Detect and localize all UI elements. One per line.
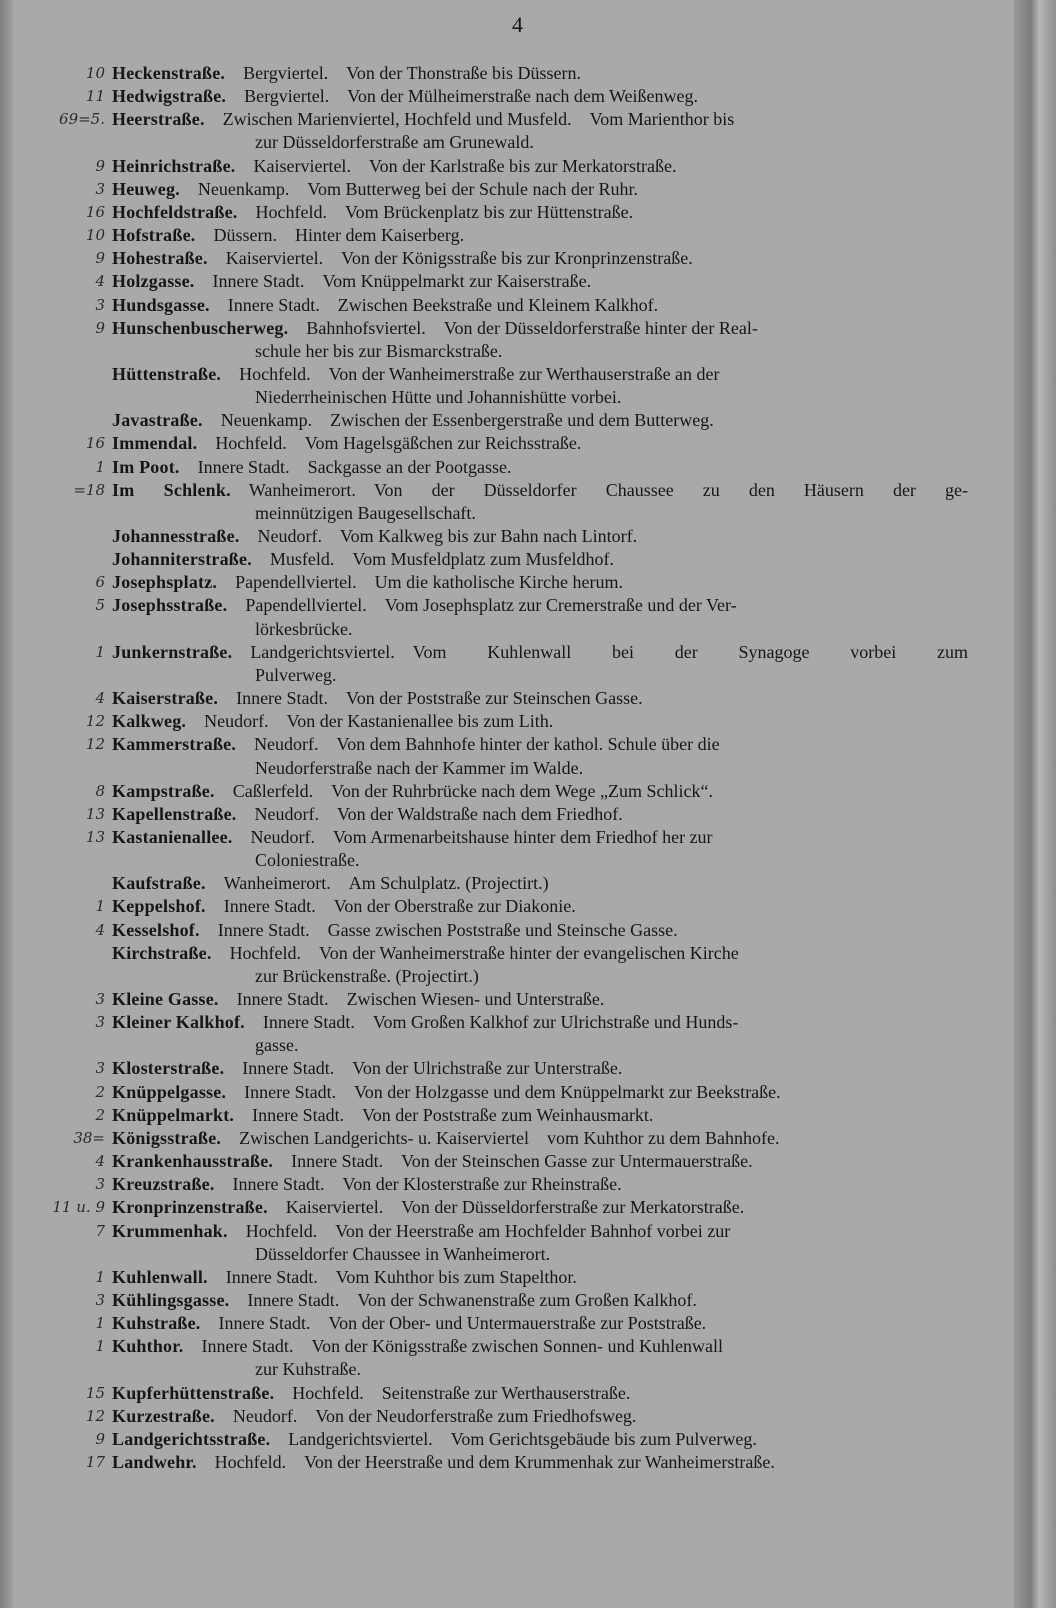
handwritten-note: 4 <box>95 1152 105 1171</box>
district: Innere Stadt. <box>262 1012 355 1033</box>
street-entry-continuation <box>255 386 968 408</box>
street-entry-continuation <box>255 618 968 640</box>
handwritten-note: 1 <box>95 897 105 916</box>
street-description: Von der Düsseldorferstraße zur Merkatorstraße. <box>401 1197 745 1218</box>
street-name: Kesselshof. <box>112 919 200 940</box>
street-entry <box>112 1289 968 1311</box>
street-description: meinnützigen Baugesellschaft. <box>255 502 476 523</box>
district: Innere Stadt. <box>225 1266 318 1287</box>
street-entry-continuation <box>255 664 968 686</box>
street-name: Kaiserstraße. <box>112 688 219 709</box>
street-description: Vom Kuhlenwall bei der Synagoge vorbei zum <box>412 641 968 662</box>
street-name: Josephsplatz. <box>112 572 218 593</box>
handwritten-note: 12 <box>85 712 105 731</box>
handwritten-note: 3 <box>95 990 105 1008</box>
street-description: Vom Josephsplatz zur Cremerstraße und der Ver- <box>384 595 737 616</box>
street-description: Von der Poststraße zur Steinschen Gasse. <box>346 688 643 709</box>
district: Hochfeld. <box>229 942 302 963</box>
district: Hochfeld. <box>239 363 311 384</box>
street-description: Von der Düsseldorferstraße hinter der Real- <box>443 317 758 338</box>
street-entry-continuation <box>255 1243 968 1265</box>
street-name: Knüppelmarkt. <box>112 1104 235 1125</box>
street-description: zur Kuhstraße. <box>255 1359 361 1380</box>
district: Landgerichtsviertel. <box>250 641 395 662</box>
street-name: Johannesstraße. <box>112 526 240 546</box>
street-entry <box>112 942 968 964</box>
street-description: Vom Armenarbeitshause hinter dem Friedhof her zur <box>332 826 713 847</box>
street-entry <box>112 317 968 339</box>
street-description: Vom Kalkweg bis zur Bahn nach Lintorf. <box>340 526 638 546</box>
street-description: Vom Brückenplatz bis zur Hüttenstraße. <box>344 201 634 222</box>
street-name: Kurzestraße. <box>112 1405 215 1426</box>
street-description: Vom Knüppelmarkt zur Kaiserstraße. <box>322 271 592 292</box>
street-entry <box>112 525 968 547</box>
handwritten-note: 3 <box>95 1059 105 1078</box>
street-entry <box>112 108 968 130</box>
street-entry <box>112 247 968 269</box>
street-entry <box>112 85 968 107</box>
district: Innere Stadt. <box>252 1104 345 1125</box>
street-entry <box>112 1428 968 1450</box>
district: Landgerichtsviertel. <box>288 1428 433 1449</box>
street-entry-continuation <box>255 965 968 987</box>
street-name: Kreuzstraße. <box>112 1174 215 1195</box>
street-entry <box>112 641 968 663</box>
street-description: Zwischen der Essenbergerstraße und dem Butterweg. <box>330 410 714 431</box>
street-name: Hedwigstraße. <box>112 86 227 107</box>
street-entry <box>112 1220 968 1242</box>
street-entry <box>112 594 968 616</box>
street-description: Düsseldorfer Chaussee in Wanheimerort. <box>255 1243 551 1264</box>
street-entry <box>112 780 968 802</box>
street-description: Von der Karlstraße bis zur Merkatorstraße. <box>368 155 677 176</box>
handwritten-note: 8 <box>95 781 105 800</box>
street-name: Kuhstraße. <box>112 1313 201 1334</box>
street-entry-continuation <box>255 131 968 153</box>
street-entry-continuation <box>255 1034 968 1056</box>
handwritten-note: 1 <box>95 1337 105 1356</box>
street-description: Von der Wanheimerstraße hinter der evangelischen Kirche <box>319 942 739 963</box>
street-description: zur Düsseldorferstraße am Grunewald. <box>255 132 534 153</box>
street-name: Im Schlenk. <box>112 479 231 500</box>
street-name: Javastraße. <box>112 410 203 431</box>
street-entry <box>112 363 968 385</box>
handwritten-note: 1 <box>95 1267 105 1286</box>
street-name: Hundsgasse. <box>112 294 210 315</box>
handwritten-note: 12 <box>85 1406 105 1425</box>
street-entry <box>112 224 968 246</box>
district: Innere Stadt. <box>197 456 290 477</box>
street-description: Niederrheinischen Hütte und Johannishütte vorbei. <box>255 387 622 408</box>
district: Innere Stadt. <box>242 1058 335 1079</box>
handwritten-note: 2 <box>95 1082 105 1101</box>
street-entry-continuation <box>255 502 968 524</box>
street-description: Von der Heerstraße und dem Krummenhak zur Wanheimerstraße. <box>304 1452 775 1472</box>
street-entry <box>112 988 968 1010</box>
street-name: Königsstraße. <box>112 1127 222 1148</box>
street-entry <box>112 1057 968 1079</box>
district: Innere Stadt. <box>212 271 305 292</box>
handwritten-note: 9 <box>95 318 105 337</box>
district: Neudorf. <box>254 803 319 824</box>
street-name: Kleiner Kalkhof. <box>112 1012 245 1033</box>
street-name: Kirchstraße. <box>112 942 212 963</box>
street-description: Vom Kuhthor bis zum Stapelthor. <box>335 1266 577 1287</box>
street-description: Seitenstraße zur Werthauserstraße. <box>381 1382 631 1403</box>
street-description: Am Schulplatz. (Projectirt.) <box>348 873 549 894</box>
street-name: Kaufstraße. <box>112 873 206 894</box>
district: Zwischen Landgerichts- u. Kaiserviertel <box>239 1127 529 1148</box>
street-description: Vom Hagelsgäßchen zur Reichsstraße. <box>304 433 582 454</box>
street-name: Josephsstraße. <box>112 595 228 616</box>
street-entry <box>112 919 968 941</box>
district: Kaiserviertel. <box>285 1197 384 1218</box>
handwritten-note: 4 <box>95 272 105 291</box>
street-name: Im Poot. <box>112 456 180 477</box>
street-name: Krummenhak. <box>112 1220 228 1241</box>
handwritten-note: 3 <box>95 1013 105 1032</box>
district: Innere Stadt. <box>236 688 329 709</box>
street-description: Coloniestraße. <box>255 850 360 871</box>
district: Düssern. <box>213 225 277 246</box>
street-name: Landgerichtsstraße. <box>112 1428 271 1449</box>
street-entry <box>112 201 968 223</box>
handwritten-note: 38= <box>73 1128 105 1147</box>
street-entry <box>112 1405 968 1427</box>
district: Innere Stadt. <box>227 294 320 315</box>
street-name: Kupferhüttenstraße. <box>112 1382 275 1403</box>
district: Neudorf. <box>254 734 319 755</box>
street-description: Von der Oberstraße zur Diakonie. <box>333 896 576 917</box>
street-name: Kleine Gasse. <box>112 989 219 1009</box>
street-description: Von der Mülheimerstraße nach dem Weißenweg. <box>347 86 699 107</box>
street-name: Kapellenstraße. <box>112 803 237 824</box>
street-entry <box>112 1196 968 1218</box>
street-entry <box>112 895 968 917</box>
district: Bergviertel. <box>243 63 329 83</box>
handwritten-note: 1 <box>95 457 105 476</box>
district: Hochfeld. <box>215 433 287 454</box>
district: Innere Stadt. <box>218 1313 311 1334</box>
street-name: Kastanienallee. <box>112 826 233 847</box>
street-name: Kuhlenwall. <box>112 1266 208 1287</box>
district: Wanheimerort. <box>223 873 331 894</box>
street-entry-continuation <box>255 757 968 779</box>
page-number: 4 <box>512 12 523 37</box>
district: Neudorf. <box>257 526 322 546</box>
street-description: Von der Poststraße zum Weinhausmarkt. <box>362 1104 654 1125</box>
handwritten-note: 4 <box>95 689 105 708</box>
street-name: Johanniterstraße. <box>112 549 252 570</box>
street-name: Hüttenstraße. <box>112 363 222 384</box>
street-entry <box>112 548 968 570</box>
street-name: Immendal. <box>112 433 198 454</box>
handwritten-note: 3 <box>95 179 105 198</box>
street-description: Von der Ulrichstraße zur Unterstraße. <box>352 1058 623 1079</box>
handwritten-note: 13 <box>85 827 105 846</box>
street-entry <box>112 1266 968 1288</box>
street-entry <box>112 1382 968 1404</box>
street-entry <box>112 432 968 454</box>
district: Kaiserviertel. <box>225 248 324 269</box>
district: Neudorf. <box>232 1405 298 1426</box>
street-name: Heerstraße. <box>112 109 205 130</box>
street-description: Von der Thonstraße bis Düssern. <box>346 63 582 83</box>
street-entry <box>112 294 968 316</box>
district: Bergviertel. <box>244 86 330 107</box>
street-name: Kalkweg. <box>112 711 187 732</box>
street-name: Klosterstraße. <box>112 1058 225 1079</box>
handwritten-note: 10 <box>85 64 105 82</box>
street-entry <box>112 826 968 848</box>
street-name: Heinrichstraße. <box>112 155 236 176</box>
street-entry <box>112 571 968 593</box>
street-entry-continuation <box>255 340 968 362</box>
street-entry <box>112 872 968 894</box>
handwritten-note: 1 <box>95 1314 105 1333</box>
handwritten-note: 11 u. 9 <box>52 1198 105 1217</box>
street-name: Kammerstraße. <box>112 734 237 755</box>
district: Innere Stadt. <box>247 1289 340 1310</box>
district: Hochfeld. <box>255 201 327 222</box>
district: Hochfeld. <box>214 1452 287 1472</box>
handwritten-note: 4 <box>95 920 105 939</box>
street-description: Von der Holzgasse und dem Knüppelmarkt zur Beekstraße. <box>354 1081 781 1102</box>
district: Bahnhofsviertel. <box>306 317 426 338</box>
street-name: Heckenstraße. <box>112 63 226 83</box>
street-description: gasse. <box>255 1035 299 1056</box>
handwritten-note: 9 <box>95 249 105 268</box>
street-name: Hohestraße. <box>112 248 208 269</box>
district: Hochfeld. <box>245 1220 318 1241</box>
handwritten-note: 7 <box>95 1221 105 1240</box>
street-name: Landwehr. <box>112 1452 197 1472</box>
street-entry <box>112 479 968 501</box>
street-name: Holzgasse. <box>112 271 195 292</box>
street-description: zur Brückenstraße. (Projectirt.) <box>255 965 479 986</box>
district: Neudorf. <box>204 711 269 732</box>
handwritten-note: 69=5. <box>59 110 105 129</box>
district: Innere Stadt. <box>244 1081 337 1102</box>
handwritten-note: 12 <box>85 735 105 754</box>
street-description: Zwischen Wiesen- und Unterstraße. <box>346 989 605 1009</box>
street-description: Vom Großen Kalkhof zur Ulrichstraße und Hunds- <box>372 1012 739 1033</box>
street-entry <box>112 1104 968 1126</box>
handwritten-note: 13 <box>85 804 105 823</box>
handwritten-note: 6 <box>95 573 105 592</box>
street-description: Vom Marienthor bis <box>589 109 735 130</box>
street-description: Von der Wanheimerstraße zur Werthauserstraße an der <box>328 363 720 384</box>
district: Papendellviertel. <box>235 572 357 593</box>
street-description: Vom Musfeldplatz zum Musfeldhof. <box>352 549 615 570</box>
street-description: Gasse zwischen Poststraße und Steinsche Gasse. <box>327 919 678 940</box>
handwritten-note: 16 <box>85 202 105 221</box>
street-name: Keppelshof. <box>112 896 206 917</box>
handwritten-note: 16 <box>85 434 105 453</box>
handwritten-note: =18 <box>73 480 105 499</box>
district: Neuenkamp. <box>197 178 290 199</box>
street-description: Von der Kastanienallee bis zum Lith. <box>286 711 554 732</box>
district: Innere Stadt. <box>232 1174 325 1195</box>
handwritten-note: 2 <box>95 1105 105 1124</box>
handwritten-note: 3 <box>95 1175 105 1194</box>
district: Innere Stadt. <box>291 1151 384 1172</box>
district: Innere Stadt. <box>236 989 329 1009</box>
street-entry <box>112 178 968 200</box>
street-description: Zwischen Beekstraße und Kleinem Kalkhof. <box>337 294 659 315</box>
street-description: Von der Heerstraße am Hochfelder Bahnhof vorbei zur <box>335 1220 731 1241</box>
street-description: Hinter dem Kaiserberg. <box>294 225 465 246</box>
street-entry <box>112 1011 968 1033</box>
street-name: Hochfeldstraße. <box>112 201 238 222</box>
street-name: Knüppelgasse. <box>112 1081 227 1102</box>
street-entry <box>112 1127 968 1149</box>
handwritten-note: 3 <box>95 295 105 314</box>
street-description: Von der Neudorferstraße zum Friedhofsweg. <box>315 1405 637 1426</box>
district: Hochfeld. <box>292 1382 364 1403</box>
street-description: Um die katholische Kirche herum. <box>374 572 624 593</box>
district: Innere Stadt. <box>201 1336 294 1357</box>
street-entry <box>112 710 968 732</box>
street-entry <box>112 1081 968 1103</box>
street-description: Von dem Bahnhofe hinter der kathol. Schule über die <box>336 734 720 755</box>
street-entry <box>112 1451 968 1473</box>
street-entry <box>112 270 968 292</box>
handwritten-note: 9 <box>95 156 105 175</box>
street-entry <box>112 733 968 755</box>
street-name: Junkernstraße. <box>112 641 233 662</box>
street-description: lörkesbrücke. <box>255 618 353 639</box>
street-name: Hofstraße. <box>112 225 196 246</box>
street-entry-continuation <box>255 1358 968 1380</box>
street-entry <box>112 1312 968 1334</box>
street-entry <box>112 687 968 709</box>
district: Musfeld. <box>269 549 335 570</box>
street-name: Hunschenbuscherweg. <box>112 317 289 338</box>
street-description: Von der Waldstraße nach dem Friedhof. <box>336 803 623 824</box>
street-description: Von der Königsstraße bis zur Kronprinzenstraße. <box>341 248 693 269</box>
street-entry <box>112 409 968 431</box>
handwritten-note: 11 <box>85 87 105 106</box>
district: Wanheimerort. <box>248 479 356 500</box>
street-description: Von der Königsstraße zwischen Sonnen- und Kuhlenwall <box>311 1336 724 1357</box>
street-entry <box>112 803 968 825</box>
street-description: Sackgasse an der Pootgasse. <box>307 456 512 477</box>
district: Innere Stadt. <box>217 919 310 940</box>
handwritten-note: 10 <box>85 226 105 245</box>
street-name: Kampstraße. <box>112 780 215 801</box>
district: Papendellviertel. <box>245 595 367 616</box>
street-name: Heuweg. <box>112 178 180 199</box>
district: Neudorf. <box>250 826 315 847</box>
street-entry <box>112 1335 968 1357</box>
district: Innere Stadt. <box>223 896 316 917</box>
district: Neuenkamp. <box>220 410 313 431</box>
street-description: Von der Ober- und Untermauerstraße zur Poststraße. <box>328 1313 707 1334</box>
street-name: Kronprinzenstraße. <box>112 1197 268 1218</box>
street-description: Pulverweg. <box>255 664 337 685</box>
street-entry <box>112 456 968 478</box>
street-description: Von der Ruhrbrücke nach dem Wege „Zum Schlick“. <box>331 780 713 801</box>
street-description: Vom Butterweg bei der Schule nach der Ruhr. <box>307 178 638 199</box>
street-entry <box>112 1173 968 1195</box>
handwritten-note: 3 <box>95 1290 105 1309</box>
street-description: Neudorferstraße nach der Kammer im Walde. <box>255 757 584 778</box>
district: Kaiserviertel. <box>253 155 351 176</box>
street-entry <box>112 1150 968 1172</box>
street-entry <box>112 62 968 84</box>
district: Zwischen Marienviertel, Hochfeld und Musfeld. <box>222 109 572 130</box>
handwritten-note: 9 <box>95 1429 105 1448</box>
street-description: Von der Klosterstraße zur Rheinstraße. <box>342 1174 622 1195</box>
street-description: schule her bis zur Bismarckstraße. <box>255 340 503 361</box>
street-name: Kuhthor. <box>112 1336 184 1357</box>
district: Caßlerfeld. <box>232 780 314 801</box>
street-description: Vom Gerichtsgebäude bis zum Pulverweg. <box>450 1428 757 1449</box>
street-description: Von der Schwanenstraße zum Großen Kalkhof. <box>357 1289 697 1310</box>
handwritten-note: 1 <box>95 642 105 661</box>
street-name: Kühlingsgasse. <box>112 1289 230 1310</box>
handwritten-note: 17 <box>85 1453 105 1471</box>
street-description: Von der Steinschen Gasse zur Untermauerstraße. <box>401 1151 753 1172</box>
street-description: Von der Düsseldorfer Chaussee zu den Häusern der ge- <box>373 479 968 500</box>
street-entry <box>112 155 968 177</box>
handwritten-note: 5 <box>95 596 105 615</box>
page-binding-edge <box>1014 0 1056 1608</box>
handwritten-note: 15 <box>85 1383 105 1402</box>
street-entry-continuation <box>255 849 968 871</box>
street-name: Krankenhausstraße. <box>112 1151 274 1172</box>
street-description: vom Kuhthor zu dem Bahnhofe. <box>547 1127 780 1148</box>
